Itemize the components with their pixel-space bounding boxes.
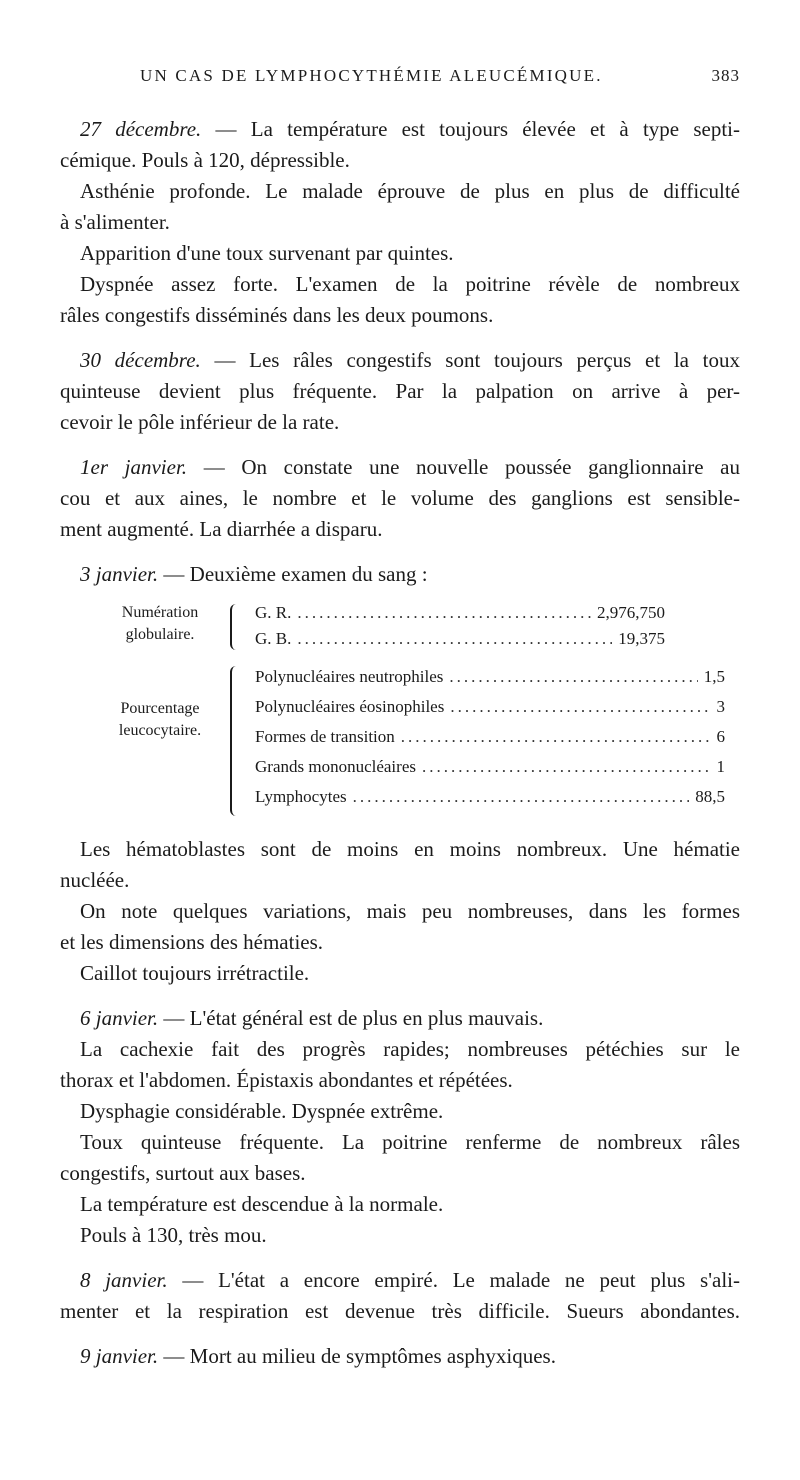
entry-3-janvier xyxy=(60,559,740,590)
entry-6-janvier xyxy=(60,1003,740,1251)
text-line: Pouls à 130, très mou. xyxy=(80,1223,267,1247)
text-line xyxy=(60,1003,740,1034)
leader-dots xyxy=(297,600,591,626)
text-line: Dyspnée assez forte. L'examen de la poitrine révèle de nombreux xyxy=(80,272,740,296)
table-row xyxy=(255,784,725,810)
row-value: 88,5 xyxy=(695,787,725,806)
numeration-label xyxy=(90,602,230,646)
entry-text: — Deuxième examen du sang : xyxy=(163,562,428,586)
row-value: 6 xyxy=(716,727,725,746)
text-line: nucléée. xyxy=(60,868,130,892)
brace xyxy=(230,666,246,816)
text-line: ment augmenté. La diarrhée a disparu. xyxy=(60,517,383,541)
text-line: cémique. Pouls à 120, dépressible. xyxy=(60,148,350,172)
text-line: Apparition d'une toux survenant par quintes. xyxy=(80,241,454,265)
entry-text: — L'état général est de plus en plus mauvais. xyxy=(163,1006,544,1030)
entry-date: 27 décembre. xyxy=(80,117,202,141)
text-line xyxy=(60,345,740,376)
leader-dots xyxy=(422,754,711,780)
row-label: Formes de transition xyxy=(255,727,395,746)
entry-text: — Les râles congestifs sont toujours perçus et la toux xyxy=(214,348,741,372)
entry-date: 30 décembre. xyxy=(80,348,201,372)
row-label: G. B. xyxy=(255,629,292,648)
entry-9-janvier xyxy=(60,1341,740,1372)
label-line: globulaire. xyxy=(125,626,195,643)
entry-date: 6 janvier. xyxy=(80,1006,159,1030)
text-line: Toux quinteuse fréquente. La poitrine renferme de nombreux râles xyxy=(80,1130,740,1154)
text-line xyxy=(60,114,740,145)
leader-dots xyxy=(353,784,690,810)
leader-dots xyxy=(297,626,612,652)
row-label: Lymphocytes xyxy=(255,787,347,806)
label-line: leucocytaire. xyxy=(118,722,202,739)
text-line: Asthénie profonde. Le malade éprouve de plus en plus de difficulté xyxy=(80,179,740,203)
entry-date: 3 janvier. xyxy=(80,562,159,586)
table-row xyxy=(255,754,725,780)
text-line: cou et aux aines, le nombre et le volume des ganglions est sensible- xyxy=(60,486,740,510)
page-body xyxy=(60,114,740,1372)
table-row xyxy=(255,694,725,720)
entry-date: 9 janvier. xyxy=(80,1344,159,1368)
entry-text: — Mort au milieu de symptômes asphyxiques. xyxy=(163,1344,556,1368)
text-line: La cachexie fait des progrès rapides; nombreuses pétéchies sur le xyxy=(80,1037,740,1061)
leader-dots xyxy=(401,724,711,750)
label-line: Pourcentage xyxy=(120,700,200,717)
entry-text: — On constate une nouvelle poussée ganglionnaire au xyxy=(203,455,741,479)
leader-dots xyxy=(450,694,710,720)
text-line xyxy=(60,452,740,483)
text-line: Dysphagie considérable. Dyspnée extrême. xyxy=(80,1099,444,1123)
row-value: 2,976,750 xyxy=(597,603,665,622)
row-value: 1 xyxy=(716,757,725,776)
text-line: Les hématoblastes sont de moins en moins nombreux. Une hématie xyxy=(80,837,740,861)
pourcentage-table xyxy=(60,662,740,820)
text-line: cevoir le pôle inférieur de la rate. xyxy=(60,410,340,434)
text-line: thorax et l'abdomen. Épistaxis abondantes et répétées. xyxy=(60,1068,513,1092)
entry-8-janvier xyxy=(60,1265,740,1327)
text-line: à s'alimenter. xyxy=(60,210,170,234)
page-number: 383 xyxy=(711,66,740,85)
table-row xyxy=(255,724,725,750)
entry-1er-janvier xyxy=(60,452,740,545)
text-line: quinteuse devient plus fréquente. Par la palpation on arrive à per- xyxy=(60,379,740,403)
text-line: congestifs, surtout aux bases. xyxy=(60,1161,306,1185)
running-title: UN CAS DE LYMPHOCYTHÉMIE ALEUCÉMIQUE. xyxy=(140,66,603,85)
row-label: Grands mononucléaires xyxy=(255,757,416,776)
text-line: La température est descendue à la normale. xyxy=(80,1192,444,1216)
entry-text: — La température est toujours élevée et à type septi- xyxy=(215,117,740,141)
text-line xyxy=(60,1341,740,1372)
row-value: 1,5 xyxy=(703,667,725,686)
row-value: 19,375 xyxy=(618,629,665,648)
leader-dots xyxy=(449,664,697,690)
row-value: 3 xyxy=(716,697,725,716)
table-row xyxy=(255,664,725,690)
entry-text: — L'état a encore empiré. Le malade ne peut plus s'ali- xyxy=(182,1268,740,1292)
row-label: Polynucléaires éosinophiles xyxy=(255,697,445,716)
entry-date: 8 janvier. xyxy=(80,1268,168,1292)
blood-observations xyxy=(60,834,740,989)
text-line: râles congestifs disséminés dans les deux poumons. xyxy=(60,303,494,327)
text-line: menter et la respiration est devenue très difficile. Sueurs abondantes. xyxy=(60,1299,740,1323)
row-label: G. R. xyxy=(255,603,292,622)
numeration-table xyxy=(60,600,740,656)
text-line: et les dimensions des hématies. xyxy=(60,930,324,954)
brace xyxy=(230,604,246,650)
pourcentage-label xyxy=(90,698,230,742)
text-line: On note quelques variations, mais peu nombreuses, dans les formes xyxy=(80,899,740,923)
entry-30-decembre xyxy=(60,345,740,438)
row-label: Polynucléaires neutrophiles xyxy=(255,667,444,686)
label-line: Numération xyxy=(121,604,199,621)
entry-date: 1er janvier. xyxy=(80,455,188,479)
text-line xyxy=(60,559,740,590)
table-row xyxy=(255,600,665,626)
text-line xyxy=(60,1265,740,1296)
table-row xyxy=(255,626,665,652)
text-line: Caillot toujours irrétractile. xyxy=(80,961,310,985)
entry-27-decembre xyxy=(60,114,740,331)
